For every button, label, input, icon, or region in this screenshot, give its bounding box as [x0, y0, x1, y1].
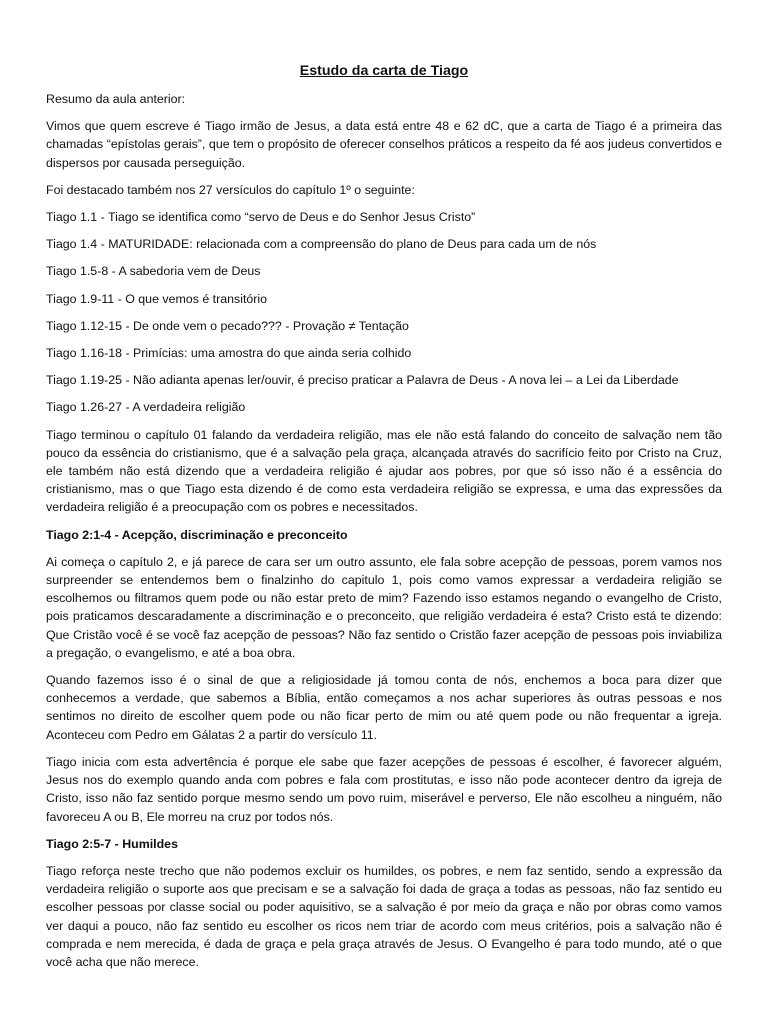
paragraph-highlights-intro: Foi destacado também nos 27 versículos do capítulo 1º o seguinte: — [46, 182, 415, 197]
document-title: Estudo da carta de Tiago — [299, 63, 469, 79]
verse-item: Tiago 1.19-25 - Não adianta apenas ler/ouvir, é preciso praticar a Palavra de Deus - A nova lei – a Lei da Liberdade — [46, 373, 679, 388]
verse-item: Tiago 1.5-8 - A sabedoria vem de Deus — [46, 264, 261, 279]
verse-item: Tiago 1.12-15 - De onde vem o pecado??? - Provação ≠ Tentação — [46, 318, 409, 333]
paragraph-humble: Tiago reforça neste trecho que não podemos excluir os humildes, os pobres, e nem faz sentido, sendo a expressão da verdadeira religião o suporte aos que precisam e se a salvação foi dada de graça a todas as pessoas, não faz sentido eu escolher pessoas por classe social ou poder aquisitivo, se a salvação é por meio da graça e não por obras como vamos ver daqui a pouco, não faz sentido eu escolher os ricos nem triar de acordo com meus critérios, pois a salvação não é comprada e nem merecida, é dada de graça e pela graça através de Jesus. O Evangelho é para todo mundo, até o que você acha que não merece. — [46, 863, 722, 969]
verse-item: Tiago 1.4 - MATURIDADE: relacionada com a compreensão do plano de Deus para cada um de nós — [46, 237, 597, 252]
section-heading-humildes: Tiago 2:5-7 - Humildes — [46, 836, 178, 851]
paragraph-religiosity: Quando fazemos isso é o sinal de que a religiosidade já tomou conta de nós, enchemos a boca para dizer que conhecemos a verdade, que sabemos a Bíblia, então começamos a nos achar superiores às outras pessoas e nos sentimos no direito de escolher quem pode ou não ficar perto de mim ou até quem pode ou não frequentar a igreja. Aconteceu com Pedro em Gálatas 2 a partir do versículo 11. — [46, 673, 722, 742]
verse-item: Tiago 1.1 - Tiago se identifica como “servo de Deus e do Senhor Jesus Cristo” — [46, 210, 476, 225]
verse-item: Tiago 1.9-11 - O que vemos é transitório — [46, 291, 268, 306]
paragraph-true-religion: Tiago terminou o capítulo 01 falando da verdadeira religião, mas ele não está falando do conceito de salvação nem tão pouco da essência do cristianismo, que é a salvação pela graça, alcançada através do sacrifício feito por Cristo na Cruz, ele também não está dizendo que a verdadeira religião é ajudar aos pobres, por que só isso não é a essência do cristianismo, mas o que Tiago esta dizendo é de como esta verdadeira religião se expressa, e uma das expressões da verdadeira religião é a preocupação com os pobres e necessitados. — [46, 427, 722, 515]
document-body — [46, 90, 722, 971]
paragraph-intro-label: Resumo da aula anterior: — [46, 92, 186, 106]
verse-item: Tiago 1.16-18 - Primícias: uma amostra do que ainda seria colhido — [46, 346, 412, 361]
paragraph-chapter-2: Ai começa o capítulo 2, e já parece de cara ser um outro assunto, ele fala sobre acepção de pessoas, porem vamos nos surpreender se entendemos bem o finalzinho do capitulo 1, pois como vamos expressar a verdadeira religião se escolhemos ou filtramos quem pode ou não estar preto de mim? Fazendo isso estamos negando o evangelho de Cristo, pois praticamos descaradamente a discriminação e o preconceito, que religião verdadeira é esta? Cristo está te dizendo: Que Cristão você é se você faz acepção de pessoas? Não faz sentido o Cristão fazer acepção de pessoas pois inviabiliza a pregação, o evangelismo, e até a boa obra. — [46, 554, 722, 660]
section-heading-acepcao: Tiago 2:1-4 - Acepção, discriminação e preconceito — [46, 527, 348, 542]
paragraph-warning: Tiago inicia com esta advertência é porque ele sabe que fazer acepções de pessoas é escolher, é favorecer alguém, Jesus nos do exemplo quando anda com pobres e fala com prostitutas, e isso não pode acontecer dentro da igreja de Cristo, isso não faz sentido porque mesmo sendo um povo ruim, miserável e perverso, Ele não escolheu a ninguém, não favoreceu A ou B, Ele morreu na cruz por todos nós. — [46, 754, 722, 824]
paragraph-summary: Vimos que quem escreve é Tiago irmão de Jesus, a data está entre 48 e 62 dC, que a carta de Tiago é a primeira das chamadas “epístolas gerais”, que tem o propósito de oferecer conselhos práticos a respeito da fé aos judeus convertidos e dispersos por causada perseguição. — [46, 119, 722, 170]
verse-item: Tiago 1.26-27 - A verdadeira religião — [46, 400, 246, 415]
